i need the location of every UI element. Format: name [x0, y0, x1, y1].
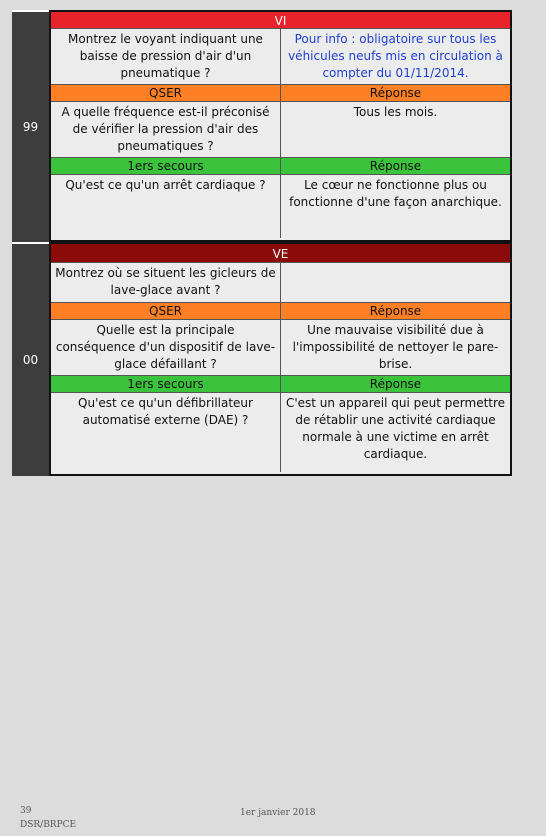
question-text: Quelle est la principale conséquence d'un dispositif de lave-glace défaillant ?	[55, 323, 276, 371]
first-aid-header: 1ers secours Réponse	[51, 158, 510, 175]
section-header-vi: VI	[51, 12, 510, 29]
question-block-00	[12, 242, 512, 476]
answer-text	[280, 263, 510, 302]
qser-header: QSER Réponse	[51, 303, 510, 320]
answer-text: Une mauvaise visibilité due à l'impossibilité de nettoyer le pare-brise.	[280, 320, 510, 375]
question-text: A quelle fréquence est-il préconisé de vérifier la pression d'air des pneumatiques ?	[61, 105, 270, 153]
answer-text: Tous les mois.	[280, 102, 510, 157]
question-text: Montrez où se situent les gicleurs de lave-glace avant ?	[55, 266, 276, 297]
qser-header: QSER Réponse	[51, 85, 510, 102]
answer-text: Pour info : obligatoire sur tous les véhicules neufs mis en circulation à compter du 01/11/2014.	[280, 29, 510, 84]
answer-text: C'est un appareil qui peut permettre de rétablir une activité cardiaque normale à une victime en arrêt cardiaque.	[280, 393, 510, 472]
question-text: Qu'est ce qu'un défibrillateur automatisé externe (DAE) ?	[78, 396, 253, 427]
question-number: 99	[12, 10, 49, 242]
answer-text: Le cœur ne fonctionne plus ou fonctionne d'une façon anarchique.	[280, 175, 510, 238]
section-header-ve: VE	[51, 244, 510, 263]
footer-date: 1er janvier 2018	[240, 808, 316, 818]
question-number: 00	[12, 242, 49, 476]
question-table	[49, 242, 512, 476]
question-text: Qu'est ce qu'un arrêt cardiaque ?	[65, 178, 266, 192]
page-number: 39	[20, 806, 32, 816]
question-block-99	[12, 10, 512, 242]
organization-label: DSR/BRPCE	[20, 820, 77, 830]
question-table	[49, 10, 512, 242]
first-aid-header: 1ers secours Réponse	[51, 376, 510, 393]
question-text: Montrez le voyant indiquant une baisse de pression d'air d'un pneumatique ?	[68, 32, 263, 80]
